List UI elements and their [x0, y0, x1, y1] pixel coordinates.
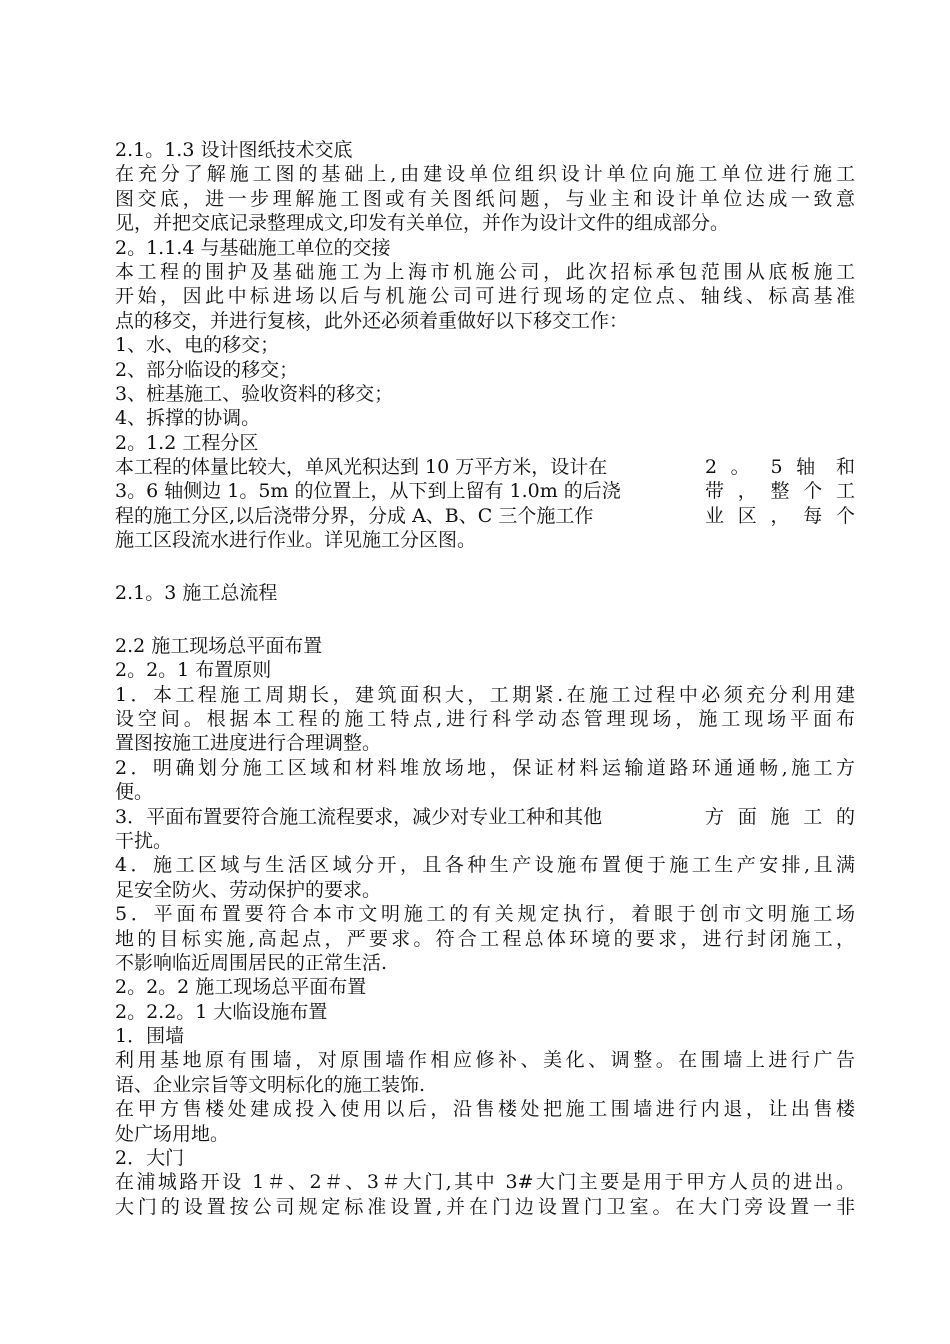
line-left-part: 本工程的体量比较大，单风光积达到 10 万平方米，设计在	[115, 456, 608, 479]
section-heading: 2。1.1.4 与基础施工单位的交接	[115, 236, 391, 259]
list-item: 1、水、电的移交；	[115, 334, 280, 357]
paragraph-line: 便。	[115, 781, 154, 804]
document-page	[115, 138, 855, 1219]
list-item: 4、拆撑的协调。	[115, 407, 261, 430]
paragraph-line: 1．本工程施工周期长，建筑面积大，工期紧.在施工过程中必须充分利用建	[115, 683, 855, 706]
list-item: 3、桩基施工、验收资料的移交；	[115, 382, 394, 405]
paragraph-line	[115, 805, 855, 829]
paragraph-line: 施工区段流水进行作业。详见施工分区图。	[115, 529, 477, 552]
blank-line	[115, 553, 855, 577]
line-right-part: 2 。 5 轴 和	[705, 456, 855, 479]
paragraph-line: 开始，因此中标进场以后与机施公司可进行现场的定位点、轴线、标高基准	[115, 285, 855, 308]
paragraph-line: 语、企业宗旨等文明标化的施工装饰.	[115, 1073, 426, 1096]
paragraph-line: 在甲方售楼处建成投入使用以后，沿售楼处把施工围墙进行内退，让出售楼	[115, 1098, 855, 1121]
line-left-part: 3。6 轴侧边 1。5m 的位置上，从下到上留有 1.0m 的后浇	[115, 480, 621, 503]
subsection-heading: 2。2.2。1 大临设施布置	[115, 1000, 328, 1023]
paragraph-line: 处广场用地。	[115, 1122, 230, 1145]
paragraph-line	[115, 455, 855, 479]
subsection-heading: 2。2。1 布置原则	[115, 659, 272, 682]
paragraph-line: 本工程的围护及基础施工为上海市机施公司，此次招标承包范围从底板施工	[115, 260, 855, 283]
paragraph-line	[115, 479, 855, 503]
paragraph-line: 干扰。	[115, 829, 173, 852]
line-right-part: 业 区 ， 每 个	[705, 504, 855, 527]
paragraph-line: 地的目标实施,高起点，严要求。符合工程总体环境的要求，进行封闭施工，	[115, 927, 855, 950]
section-heading: 2。1.2 工程分区	[115, 431, 259, 454]
section-heading: 2。2。2 施工现场总平面布置	[115, 976, 367, 999]
line-left-part: 程的施工分区,以后浇带分界，分成 A、B、C 三个施工作	[115, 504, 594, 527]
paragraph-line	[115, 504, 855, 528]
paragraph-line: 在充分了解施工图的基础上,由建设单位组织设计单位向施工单位进行施工	[115, 163, 855, 186]
paragraph-line: 置图按施工进度进行合理调整。	[115, 732, 382, 755]
paragraph-line: 大门的设置按公司规定标准设置,并在门边设置门卫室。在大门旁设置一非	[115, 1195, 855, 1218]
blank-line	[115, 605, 855, 629]
paragraph-line: 在浦城路开设 1＃、2＃、3＃大门,其中 3#大门主要是用于甲方人员的进出。	[115, 1171, 855, 1194]
paragraph-line: 足安全防火、劳动保护的要求。	[115, 878, 382, 901]
list-item: 2、部分临设的移交；	[115, 358, 299, 381]
paragraph-line: 不影响临近周围居民的正常生活.	[115, 951, 388, 974]
section-heading: 2.1。1.3 设计图纸技术交底	[115, 139, 353, 161]
paragraph-line: 利用基地原有围墙，对原围墙作相应修补、美化、调整。在围墙上进行广告	[115, 1049, 855, 1072]
item-title: 2．大门	[115, 1147, 185, 1170]
paragraph-line: 见，并把交底记录整理成文,印发有关单位，并作为设计文件的组成部分。	[115, 212, 730, 235]
line-left-part: 3．平面布置要符合施工流程要求，减少对专业工种和其他	[115, 805, 603, 828]
item-title: 1．围墙	[115, 1025, 185, 1048]
paragraph-line: 点的移交，并进行复核，此外还必须着重做好以下移交工作：	[115, 309, 629, 332]
section-heading: 2.1。3 施工总流程	[115, 582, 278, 605]
line-right-part: 方 面 施 工 的	[705, 805, 855, 828]
paragraph-line: 设空间。根据本工程的施工特点,进行科学动态管理现场，施工现场平面布	[115, 707, 855, 730]
paragraph-line: 4．施工区域与生活区域分开，且各种生产设施布置便于施工生产安排,且满	[115, 854, 855, 877]
line-right-part: 带 ， 整 个 工	[705, 480, 855, 503]
paragraph-line: 2．明确划分施工区域和材料堆放场地，保证材料运输道路环通通畅,施工方	[115, 756, 855, 779]
paragraph-line: 5．平面布置要符合本市文明施工的有关规定执行，着眼于创市文明施工场	[115, 903, 855, 926]
paragraph-line: 图交底，进一步理解施工图或有关图纸问题，与业主和设计单位达成一致意	[115, 187, 855, 210]
section-heading: 2.2 施工现场总平面布置	[115, 634, 323, 657]
